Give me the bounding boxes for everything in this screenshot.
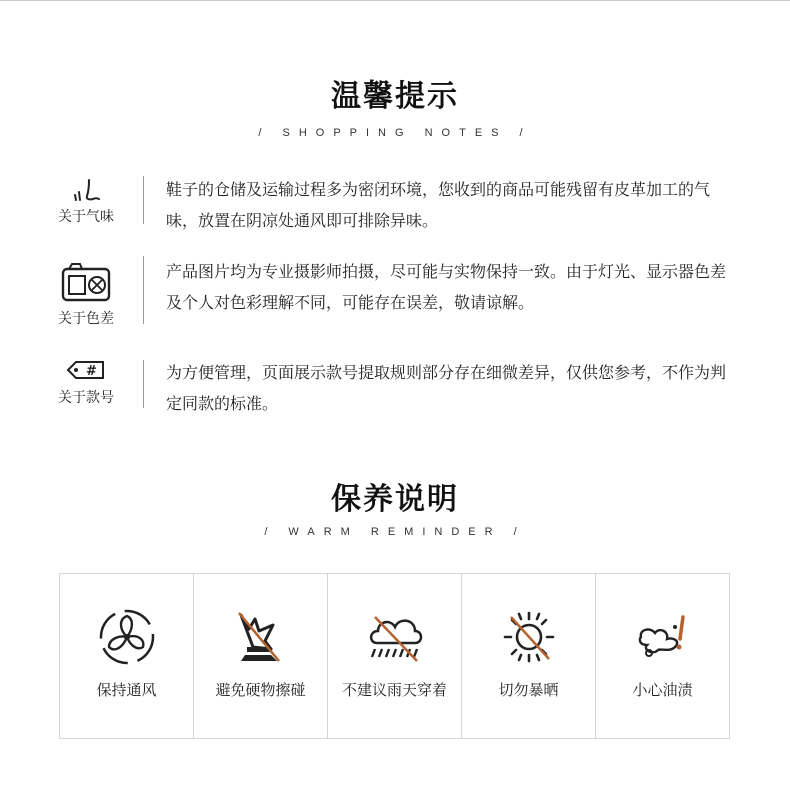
care-item-label: 避免硬物擦碰 (215, 681, 306, 699)
care-item-label: 切勿暴晒 (498, 681, 559, 699)
care-item-no-rain (328, 574, 462, 738)
smell-icon (60, 174, 112, 208)
notice-item-text: 为方便管理，页面展示款号提取规则部分存在细微差异，仅供您参考，不作为判定同款的标准。 (166, 363, 727, 413)
divider (143, 360, 144, 408)
care-subtitle: / WARM REMINDER / (264, 526, 526, 538)
notice-subtitle: / SHOPPING NOTES / (258, 127, 532, 139)
camera-icon (60, 262, 112, 302)
care-grid (59, 573, 730, 739)
care-item-label: 保持通风 (96, 681, 157, 699)
notice-item-color (0, 256, 790, 336)
fan-icon (97, 607, 157, 667)
care-item-no-hard-objects (194, 574, 328, 738)
notice-item-label: 关于气味 (58, 209, 114, 225)
notice-title: 温馨提示 (331, 79, 459, 114)
notice-item-text: 产品图片均为专业摄影师拍摄，尽可能与实物保持一致。由于灯光、显示器色差及个人对色彩理解不同，可能存在误差，敬请谅解。 (166, 262, 727, 312)
no-sun-icon (499, 607, 559, 667)
svg-text:#: # (86, 364, 97, 379)
notice-item-text: 鞋子的仓储及运输过程多为密闭环境，您收到的商品可能残留有皮革加工的气味，放置在阴凉处通风即可排除异味。 (166, 180, 711, 230)
no-hard-objects-icon (231, 607, 291, 667)
notice-item-style-number (0, 357, 790, 437)
care-item-oil-stain (596, 574, 729, 738)
care-item-label: 小心油渍 (632, 681, 693, 699)
care-title: 保养说明 (331, 482, 459, 517)
divider (143, 256, 144, 324)
care-item-no-sun (462, 574, 596, 738)
notice-item-label: 关于款号 (58, 390, 114, 406)
care-item-ventilate (60, 574, 194, 738)
care-item-label: 不建议雨天穿着 (341, 681, 447, 699)
no-rain-icon (365, 607, 425, 667)
oil-stain-icon (633, 607, 693, 667)
divider (143, 176, 144, 224)
notice-item-label: 关于色差 (58, 311, 114, 327)
tag-icon (60, 357, 112, 383)
top-divider (0, 0, 790, 1)
notice-item-smell (0, 174, 790, 254)
